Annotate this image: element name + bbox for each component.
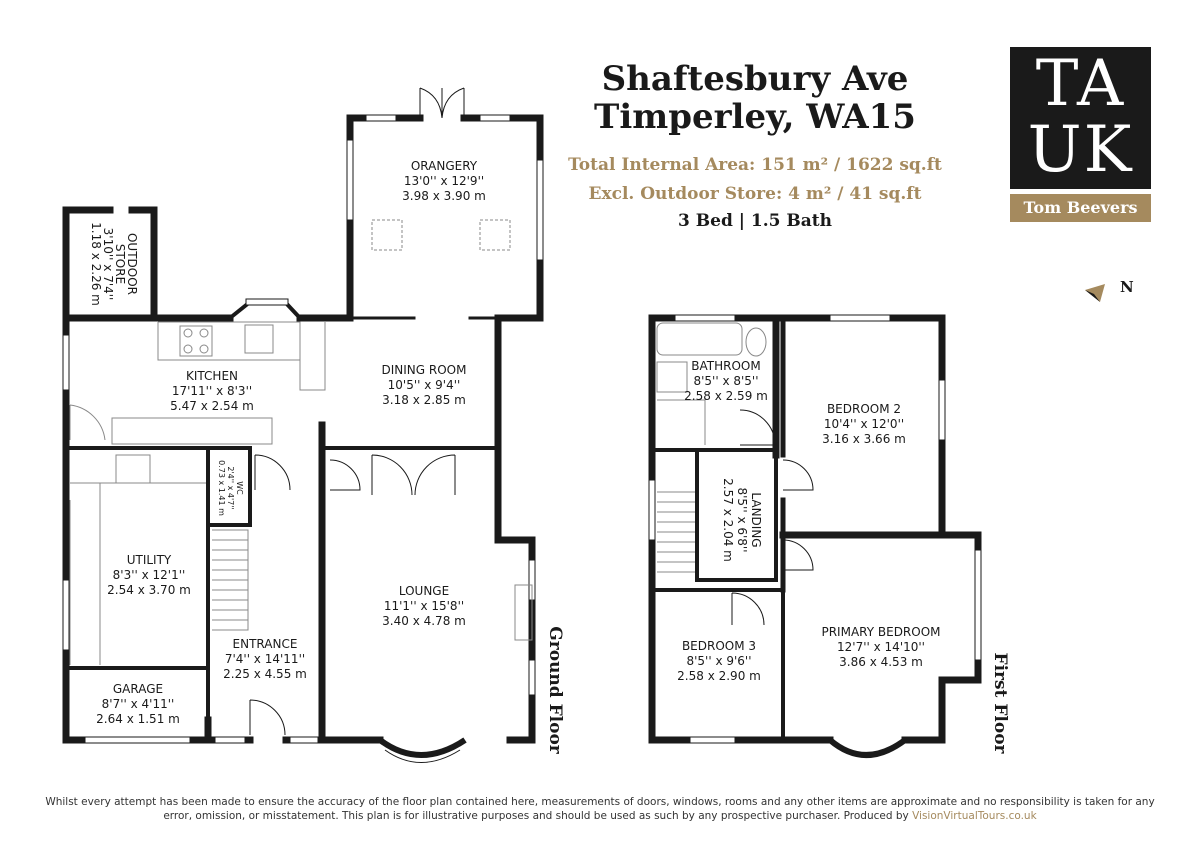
lounge-imperial: 11'1'' x 15'8'' <box>383 599 465 613</box>
dining-room-metric: 3.18 x 2.85 m <box>382 393 466 407</box>
landing-name: LANDING <box>749 492 763 548</box>
ground-floor-label <box>545 626 565 755</box>
bedroom2-metric: 3.16 x 3.66 m <box>822 432 906 446</box>
logo-line1: TA <box>1035 47 1126 121</box>
utility-metric: 2.54 x 3.70 m <box>107 583 191 597</box>
room-labels <box>89 159 941 726</box>
bedroom2-imperial: 10'4'' x 12'0'' <box>823 417 905 431</box>
primary-bedroom-metric: 3.86 x 4.53 m <box>839 655 923 669</box>
address-line1: Shaftesbury Ave <box>601 59 909 99</box>
compass-label: N <box>1120 278 1134 296</box>
orangery-name: ORANGERY <box>410 159 478 173</box>
bedroom3-name: BEDROOM 3 <box>681 639 757 653</box>
outdoor-store-imperial: 3'10'' x 7'4'' <box>101 227 115 301</box>
agent-badge: Tom Beevers <box>1010 194 1151 222</box>
kitchen-fixtures <box>70 322 325 444</box>
lounge-name: LOUNGE <box>398 584 450 598</box>
landing-metric: 2.57 x 2.04 m <box>721 478 735 562</box>
bathroom-metric: 2.58 x 2.59 m <box>684 389 768 403</box>
producer-link[interactable]: VisionVirtualTours.co.uk <box>912 810 1037 822</box>
utility-name: UTILITY <box>126 553 172 567</box>
company-logo <box>1010 47 1151 189</box>
address-title <box>560 60 950 136</box>
garage-imperial: 8'7'' x 4'11'' <box>101 697 175 711</box>
logo-line2: UK <box>1027 113 1134 187</box>
orangery-imperial: 13'0'' x 12'9'' <box>403 174 485 188</box>
bedroom2-name: BEDROOM 2 <box>826 402 902 416</box>
bedroom3-metric: 2.58 x 2.90 m <box>677 669 761 683</box>
ground-bay-window <box>380 740 465 763</box>
ground-stairs <box>212 530 248 630</box>
disclaimer <box>40 795 1160 823</box>
wc-label <box>217 460 244 516</box>
compass-icon <box>1085 284 1105 302</box>
entrance-name: ENTRANCE <box>232 637 298 651</box>
first-floor-label <box>990 653 1010 755</box>
entrance-imperial: 7'4'' x 14'11'' <box>224 652 306 666</box>
lounge-metric: 3.40 x 4.78 m <box>382 614 466 628</box>
kitchen-imperial: 17'11'' x 8'3'' <box>171 384 253 398</box>
landing-imperial: 8'5'' x 6'8'' <box>735 487 749 553</box>
kitchen-metric: 5.47 x 2.54 m <box>170 399 254 413</box>
wc-imperial: 2'4'' x 4'7'' <box>226 466 235 510</box>
dining-room-imperial: 10'5'' x 9'4'' <box>387 378 461 392</box>
primary-bedroom-name: PRIMARY BEDROOM <box>821 625 941 639</box>
first-stairs <box>657 492 695 572</box>
outdoor-store-name: OUTDOOR <box>125 232 139 296</box>
garage-metric: 2.64 x 1.51 m <box>96 712 180 726</box>
bathroom-imperial: 8'5'' x 8'5'' <box>693 374 759 388</box>
first-bay-window <box>830 740 905 755</box>
address-line2: Timperley, WA15 <box>594 97 916 137</box>
landing-label <box>721 478 763 562</box>
outdoor-store-metric: 1.18 x 2.26 m <box>89 222 103 306</box>
total-area: Total Internal Area: 151 m² / 1622 sq.ft <box>568 155 942 175</box>
beds-baths: 3 Bed | 1.5 Bath <box>678 211 832 231</box>
bathroom-name: BATHROOM <box>691 359 761 373</box>
outdoor-store-label <box>89 222 139 306</box>
ground-floor-title: Ground Floor <box>545 626 565 754</box>
orangery-metric: 3.98 x 3.90 m <box>402 189 486 203</box>
outdoor-store-name2: STORE <box>113 243 127 285</box>
kitchen-name: KITCHEN <box>186 369 238 383</box>
garage-name: GARAGE <box>112 682 164 696</box>
wc-metric: 0.73 x 1.41 m <box>217 460 226 516</box>
first-floor-title: First Floor <box>990 652 1010 754</box>
disclaimer-text: Whilst every attempt has been made to ensure the accuracy of the floor plan contained here, measurements of doors, windows, rooms and any other items are approximate and no responsibility is taken for any error, omission, or misstatement. This plan is for illustrative purposes and should be used as such by any prospective purchaser. Produced by <box>45 796 1155 822</box>
ground-floor-walls <box>66 118 540 740</box>
dining-room-name: DINING ROOM <box>381 363 467 377</box>
utility-imperial: 8'3'' x 12'1'' <box>112 568 186 582</box>
excl-area: Excl. Outdoor Store: 4 m² / 41 sq.ft <box>588 184 922 204</box>
entrance-metric: 2.25 x 4.55 m <box>223 667 307 681</box>
bedroom3-imperial: 8'5'' x 9'6'' <box>686 654 752 668</box>
ground-doors <box>250 455 532 735</box>
primary-bedroom-imperial: 12'7'' x 14'10'' <box>837 640 925 654</box>
wc-name: WC <box>235 481 244 495</box>
